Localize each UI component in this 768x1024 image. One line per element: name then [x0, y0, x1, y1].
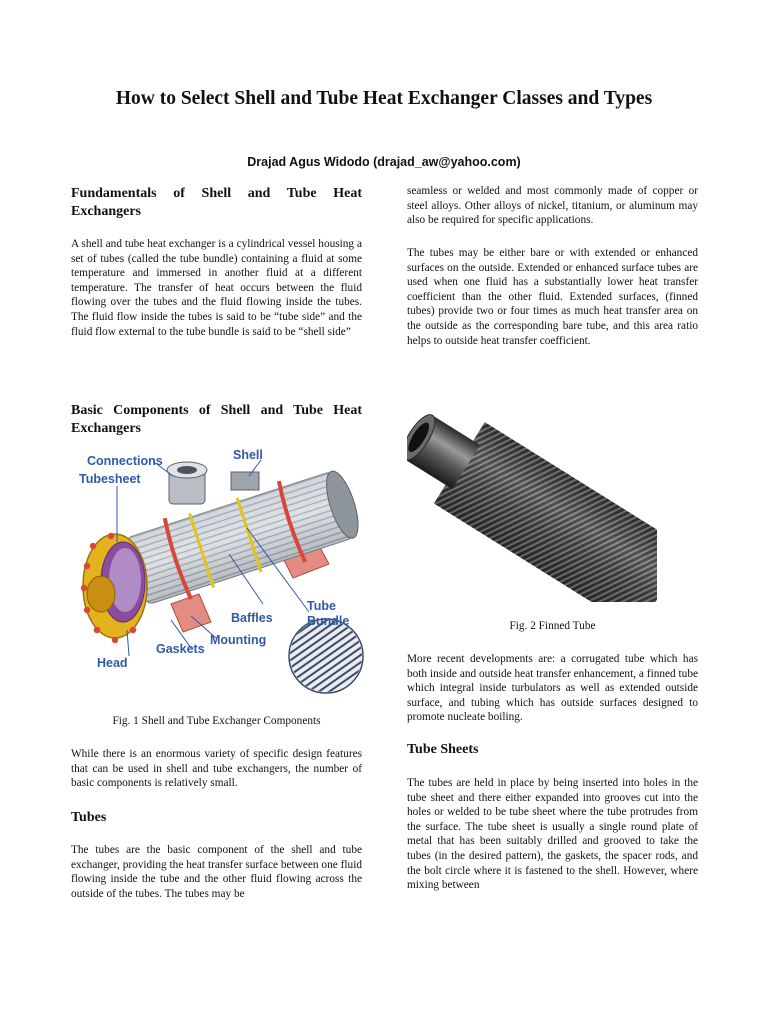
figure-1-heat-exchanger [71, 444, 365, 696]
paragraph-tube-materials: seamless or welded and most commonly made of copper or steel alloys. Other alloys of nickel, titanium, or aluminum may also be required for specific applications. [407, 185, 698, 227]
author-line: Drajad Agus Widodo (drajad_aw@yahoo.com) [247, 155, 521, 169]
section-heading-fundamentals: Fundamentals of Shell and Tube Heat Exchangers [71, 186, 362, 219]
figure-2-caption: Fig. 2 Finned Tube [509, 620, 596, 632]
paragraph-fundamentals: A shell and tube heat exchanger is a cylindrical vessel housing a set of tubes (called the tube bundle) containing a fluid at some temperature and immersed in another fluid at a different temperature. The transfer of heat occurs between the fluid flowing over the tubes and the fluid flowing inside the tubes. The fluid flow inside the tubes is said to be “tube side” and the fluid flow external to the tube bundle is said to be “shell side” [71, 238, 362, 338]
paragraph-tube-sheets: The tubes are held in place by being inserted into holes in the tube sheet and there either expanded into grooves cut into the holes or welded to be tube sheet where the tube protrudes from the surface. The tube sheet is usually a single round plate of metal that has been suitably drilled and grooved to take the tubes (in the desired pattern), the gaskets, the spacer rods, and the bolt circle where it is fastened to the shell. However, where mixing between [407, 777, 698, 892]
paragraph-components: While there is an enormous variety of specific design features that can be used in shell and tube exchangers, the number of basic components is relatively small. [71, 748, 362, 790]
label-head: Head [97, 656, 128, 670]
section-heading-basic-components: Basic Components of Shell and Tube Heat Exchangers [71, 403, 362, 436]
label-shell: Shell [233, 448, 263, 462]
label-baffles: Baffles [231, 611, 273, 625]
support-left [171, 594, 211, 632]
page-title: How to Select Shell and Tube Heat Exchanger Classes and Types [115, 88, 653, 109]
figure-2-finned-tube [407, 412, 657, 602]
label-tube: Tube [307, 599, 336, 613]
paragraph-recent-developments: More recent developments are: a corrugated tube which has both inside and outside heat transfer enhancement, a finned tube which integral inside turbulators as well as extended outside surface, and tubing which has outside surfaces designed to promote nucleate boiling. [407, 653, 698, 724]
label-mounting: Mounting [210, 633, 267, 647]
tube-bundle-inset [286, 616, 365, 696]
label-gaskets: Gaskets [156, 642, 205, 656]
label-tubesheet: Tubesheet [79, 472, 141, 486]
figure-1-caption: Fig. 1 Shell and Tube Exchanger Components [112, 715, 321, 727]
paragraph-tubes: The tubes are the basic component of the shell and tube exchanger, providing the heat transfer surface between one fluid flowing inside the tube and the other fluid flowing across the outside of the tubes. The tubes may be [71, 844, 362, 900]
paragraph-extended-surfaces: The tubes may be either bare or with extended or enhanced surfaces on the outside. Extended or enhanced surface tubes are used when one fluid has a substantially lower heat transfer coefficient than the other fluid. Extended surfaces, (finned tubes) provide two or four times as much heat transfer area on the outside as the corresponding bare tube, and this area ratio helps to outside heat transfer coefficient. [407, 247, 698, 347]
label-bundle: Bundle [307, 614, 350, 628]
section-heading-tube-sheets: Tube Sheets [407, 742, 479, 757]
label-connections: Connections [87, 454, 163, 468]
section-heading-tubes: Tubes [71, 810, 107, 825]
